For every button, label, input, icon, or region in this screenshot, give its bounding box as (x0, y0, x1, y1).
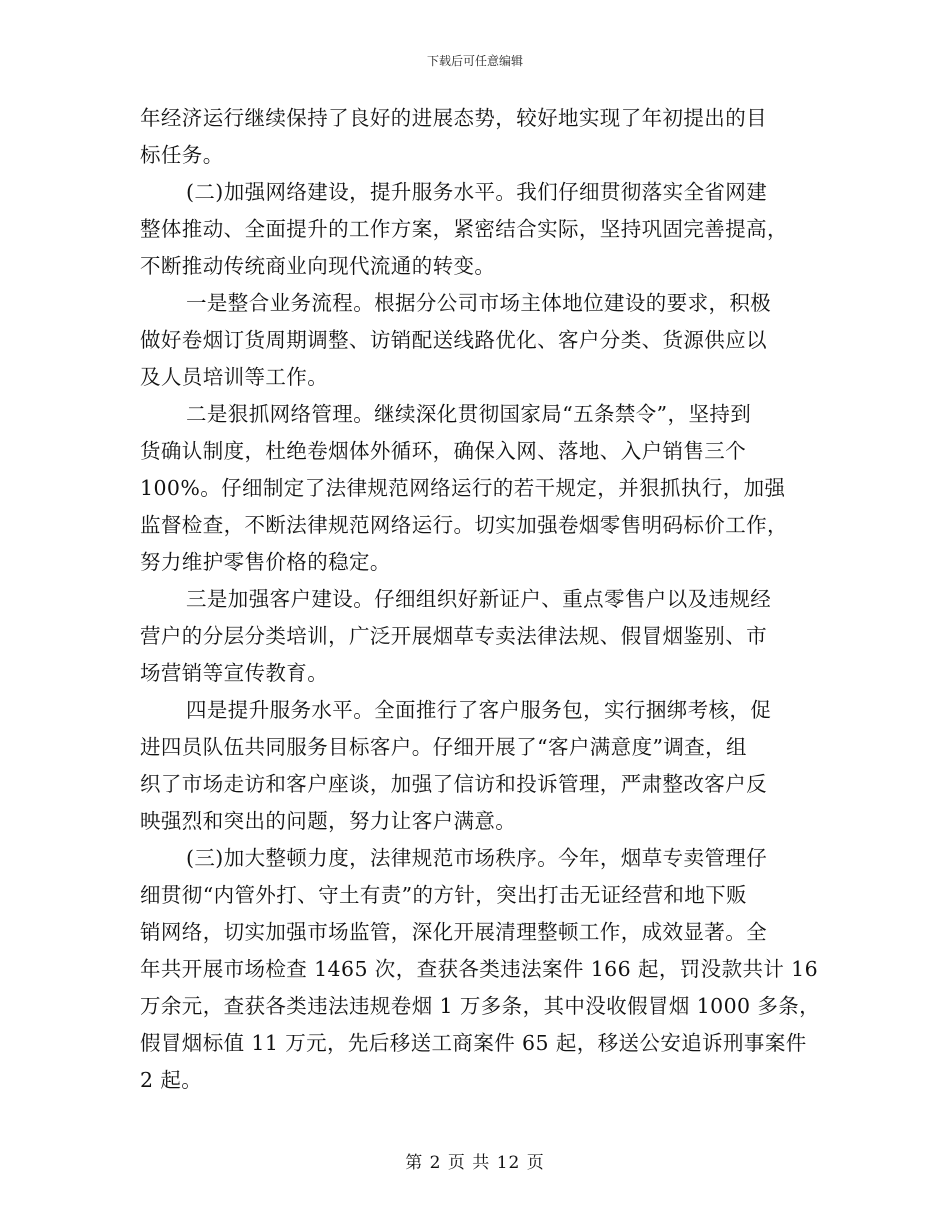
text-line: 进四员队伍共同服务目标客户。仔细开展了“客户满意度”调查，组 (140, 735, 747, 759)
text-line: 场营销等宣传教育。 (140, 661, 329, 685)
text-line: 标任务。 (140, 143, 224, 167)
text-line: 做好卷烟订货周期调整、访销配送线路优化、客户分类、货源供应以 (140, 328, 767, 352)
text-line: 万余元，查获各类违法违规卷烟 1 万多条，其中没收假冒烟 1000 多条， (140, 994, 821, 1018)
document-body (140, 100, 821, 1099)
text-line: 映强烈和突出的问题，努力让客户满意。 (140, 809, 517, 833)
paragraph-start-line: 四是提升服务水平。全面推行了客户服务包，实行捆绑考核，促 (186, 698, 772, 722)
text-line: 假冒烟标值 11 万元，先后移送工商案件 65 起，移送公安追诉刑事案件 (140, 1031, 807, 1055)
paragraph-start-line: 三是加强客户建设。仔细组织好新证户、重点零售户以及违规经 (186, 587, 772, 611)
text-line: 努力维护零售价格的稳定。 (140, 550, 391, 574)
page-number-footer: 第 2 页 共 12 页 (405, 1153, 545, 1173)
text-line: 细贯彻“内管外打、守土有责”的方针，突出打击无证经营和地下贩 (140, 883, 747, 907)
text-line: 监督检查，不断法律规范网络运行。切实加强卷烟零售明码标价工作， (140, 513, 788, 537)
paragraph-start-line: 二是狠抓网络管理。继续深化贯彻国家局“五条禁令”，坚持到 (186, 402, 752, 426)
section-heading-line: (三)加大整顿力度，法律规范市场秩序。今年，烟草专卖管理仔 (186, 846, 768, 870)
text-line: 货确认制度，杜绝卷烟体外循环，确保入网、落地、入户销售三个 (140, 439, 747, 463)
text-line: 年经济运行继续保持了良好的进展态势，较好地实现了年初提出的目 (140, 106, 767, 130)
text-line: 年共开展市场检查 1465 次，查获各类违法案件 166 起，罚没款共计 16 (140, 957, 819, 981)
page-header-note: 下载后可任意编辑 (426, 54, 523, 68)
text-line: 营户的分层分类培训，广泛开展烟草专卖法律法规、假冒烟鉴别、市 (140, 624, 767, 648)
text-line: 不断推动传统商业向现代流通的转变。 (140, 254, 496, 278)
text-line: 销网络，切实加强市场监管，深化开展清理整顿工作，成效显著。全 (140, 920, 767, 944)
section-heading-line: (二)加强网络建设，提升服务水平。我们仔细贯彻落实全省网建 (186, 180, 768, 204)
text-line: 2 起。 (140, 1068, 203, 1092)
text-line: 及人员培训等工作。 (140, 365, 329, 389)
text-line: 织了市场走访和客户座谈，加强了信访和投诉管理，严肃整改客户反 (140, 772, 767, 796)
paragraph-start-line: 一是整合业务流程。根据分公司市场主体地位建设的要求，积极 (186, 291, 772, 315)
text-line: 100%。仔细制定了法律规范网络运行的若干规定，并狠抓执行，加强 (140, 476, 786, 500)
text-line: 整体推动、全面提升的工作方案，紧密结合实际，坚持巩固完善提高， (140, 217, 788, 241)
